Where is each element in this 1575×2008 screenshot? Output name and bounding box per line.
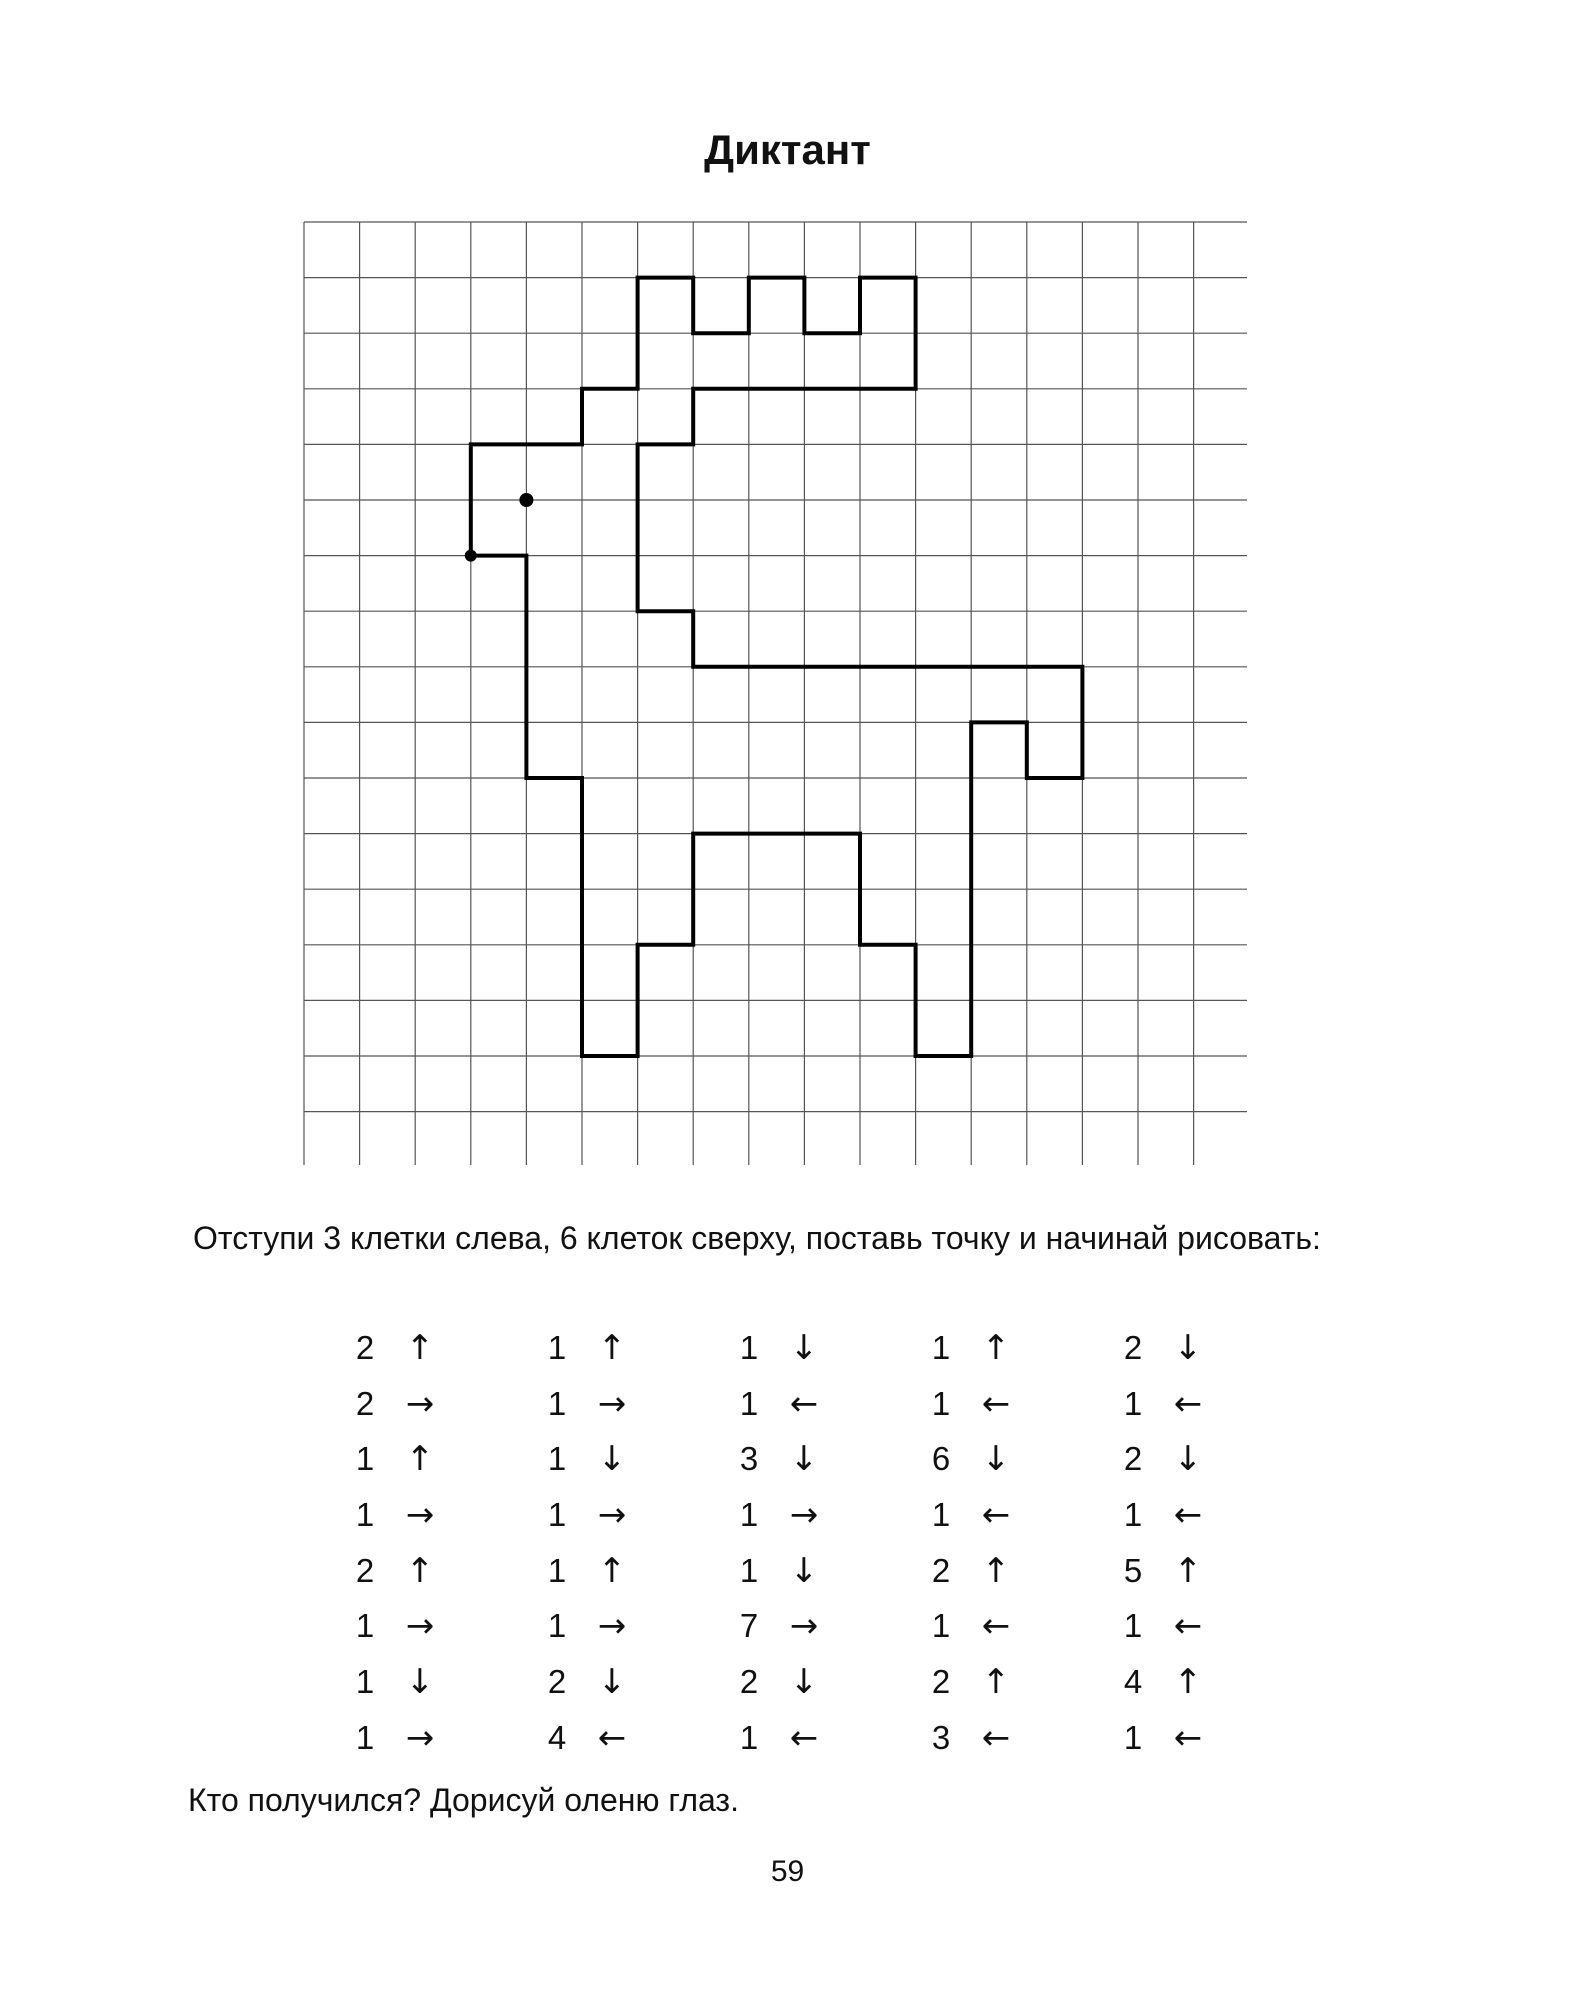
step-count: 1 xyxy=(547,1328,567,1366)
step-count: 1 xyxy=(355,1607,375,1645)
step-column xyxy=(532,1320,662,1766)
step-row xyxy=(340,1710,470,1766)
page-number: 59 xyxy=(770,1855,805,1888)
step-row xyxy=(916,1431,1046,1487)
step-row xyxy=(1108,1376,1238,1432)
arrow-icon: ↑ xyxy=(597,1327,627,1368)
step-row xyxy=(916,1376,1046,1432)
step-count: 1 xyxy=(1123,1495,1143,1533)
step-column xyxy=(724,1320,854,1766)
step-row xyxy=(1108,1543,1238,1599)
arrow-icon: ↑ xyxy=(405,1327,435,1368)
arrow-icon: ↓ xyxy=(597,1661,627,1702)
step-row xyxy=(532,1654,662,1710)
step-count: 1 xyxy=(739,1718,759,1756)
deer-eye xyxy=(519,493,533,507)
step-row xyxy=(724,1431,854,1487)
step-row xyxy=(916,1320,1046,1376)
step-row xyxy=(532,1543,662,1599)
arrow-icon: ← xyxy=(789,1717,819,1758)
arrow-icon: ← xyxy=(1173,1717,1203,1758)
arrow-icon: ← xyxy=(981,1383,1011,1424)
arrow-icon: → xyxy=(405,1494,435,1535)
arrow-icon: ↓ xyxy=(789,1661,819,1702)
step-count: 2 xyxy=(355,1384,375,1422)
arrow-icon: → xyxy=(597,1606,627,1647)
step-row xyxy=(916,1543,1046,1599)
step-row xyxy=(340,1431,470,1487)
step-count: 1 xyxy=(931,1328,951,1366)
step-count: 1 xyxy=(355,1718,375,1756)
arrow-icon: ↑ xyxy=(981,1550,1011,1591)
arrow-icon: → xyxy=(789,1606,819,1647)
step-row xyxy=(1108,1487,1238,1543)
step-row xyxy=(532,1710,662,1766)
arrow-icon: ↓ xyxy=(789,1550,819,1591)
step-count: 2 xyxy=(739,1662,759,1700)
step-row xyxy=(532,1598,662,1654)
step-row xyxy=(340,1543,470,1599)
step-count: 2 xyxy=(1123,1328,1143,1366)
step-count: 2 xyxy=(355,1328,375,1366)
step-count: 1 xyxy=(739,1328,759,1366)
step-row xyxy=(916,1710,1046,1766)
arrow-icon: ← xyxy=(981,1717,1011,1758)
step-count: 1 xyxy=(547,1384,567,1422)
step-row xyxy=(532,1487,662,1543)
arrow-icon: ↓ xyxy=(597,1439,627,1480)
step-count: 1 xyxy=(547,1551,567,1589)
step-row xyxy=(1108,1710,1238,1766)
step-row xyxy=(916,1654,1046,1710)
step-count: 1 xyxy=(739,1551,759,1589)
arrow-icon: ↑ xyxy=(981,1327,1011,1368)
step-column xyxy=(340,1320,470,1766)
step-count: 3 xyxy=(931,1718,951,1756)
step-row xyxy=(1108,1598,1238,1654)
step-count: 2 xyxy=(931,1662,951,1700)
step-count: 1 xyxy=(739,1384,759,1422)
arrow-icon: ↑ xyxy=(981,1661,1011,1702)
step-count: 4 xyxy=(547,1718,567,1756)
arrow-icon: ← xyxy=(597,1717,627,1758)
step-row xyxy=(340,1487,470,1543)
step-count: 1 xyxy=(547,1440,567,1478)
step-row xyxy=(340,1376,470,1432)
step-count: 1 xyxy=(1123,1718,1143,1756)
arrow-icon: ← xyxy=(789,1383,819,1424)
arrow-icon: → xyxy=(405,1383,435,1424)
step-count: 1 xyxy=(355,1662,375,1700)
arrow-icon: ← xyxy=(981,1606,1011,1647)
step-row xyxy=(916,1487,1046,1543)
step-count: 2 xyxy=(355,1551,375,1589)
step-count: 4 xyxy=(1123,1662,1143,1700)
step-column xyxy=(1108,1320,1238,1766)
step-row xyxy=(724,1654,854,1710)
step-count: 1 xyxy=(1123,1384,1143,1422)
step-row xyxy=(340,1654,470,1710)
step-count: 1 xyxy=(355,1495,375,1533)
arrow-icon: → xyxy=(789,1494,819,1535)
arrow-icon: ← xyxy=(1173,1606,1203,1647)
step-row xyxy=(340,1598,470,1654)
step-row xyxy=(724,1543,854,1599)
arrow-icon: → xyxy=(597,1383,627,1424)
drawing-grid[interactable] xyxy=(302,220,1247,1165)
step-row xyxy=(1108,1431,1238,1487)
arrow-icon: → xyxy=(405,1717,435,1758)
page-title: Диктант xyxy=(704,126,871,173)
arrow-icon: ↓ xyxy=(981,1439,1011,1480)
step-count: 2 xyxy=(1123,1440,1143,1478)
step-row xyxy=(340,1320,470,1376)
start-point xyxy=(465,550,477,562)
step-count: 1 xyxy=(931,1495,951,1533)
step-row xyxy=(1108,1654,1238,1710)
step-row xyxy=(724,1376,854,1432)
arrow-icon: ↑ xyxy=(405,1439,435,1480)
arrow-icon: ↓ xyxy=(405,1661,435,1702)
step-count: 1 xyxy=(547,1607,567,1645)
arrow-icon: ← xyxy=(1173,1494,1203,1535)
arrow-icon: ↓ xyxy=(1173,1439,1203,1480)
arrow-icon: ↑ xyxy=(1173,1661,1203,1702)
step-count: 1 xyxy=(739,1495,759,1533)
arrow-icon: → xyxy=(597,1494,627,1535)
step-count: 1 xyxy=(1123,1607,1143,1645)
step-count: 1 xyxy=(931,1384,951,1422)
step-row xyxy=(724,1710,854,1766)
step-count: 1 xyxy=(547,1495,567,1533)
question-text: Кто получился? Дорисуй оленю глаз. xyxy=(188,1782,739,1818)
arrow-icon: ↓ xyxy=(789,1439,819,1480)
step-count: 1 xyxy=(355,1440,375,1478)
arrow-icon: ↓ xyxy=(789,1327,819,1368)
step-row xyxy=(916,1598,1046,1654)
arrow-icon: ↑ xyxy=(1173,1550,1203,1591)
step-column xyxy=(916,1320,1046,1766)
arrow-icon: ← xyxy=(981,1494,1011,1535)
step-row xyxy=(1108,1320,1238,1376)
arrow-icon: → xyxy=(405,1606,435,1647)
step-row xyxy=(724,1320,854,1376)
grid-lines xyxy=(304,222,1247,1165)
arrow-icon: ↑ xyxy=(597,1550,627,1591)
step-row xyxy=(532,1431,662,1487)
arrow-icon: ↓ xyxy=(1173,1327,1203,1368)
step-count: 5 xyxy=(1123,1551,1143,1589)
step-count: 1 xyxy=(931,1607,951,1645)
step-row xyxy=(532,1376,662,1432)
step-count: 2 xyxy=(547,1662,567,1700)
step-row xyxy=(724,1598,854,1654)
step-count: 6 xyxy=(931,1440,951,1478)
step-row xyxy=(724,1487,854,1543)
step-count: 3 xyxy=(739,1440,759,1478)
step-count: 7 xyxy=(739,1607,759,1645)
arrow-icon: ← xyxy=(1173,1383,1203,1424)
step-count: 2 xyxy=(931,1551,951,1589)
arrow-icon: ↑ xyxy=(405,1550,435,1591)
instructions-text: Отступи 3 клетки слева, 6 клеток сверху, поставь точку и начинай рисовать: xyxy=(193,1220,1321,1256)
step-row xyxy=(532,1320,662,1376)
